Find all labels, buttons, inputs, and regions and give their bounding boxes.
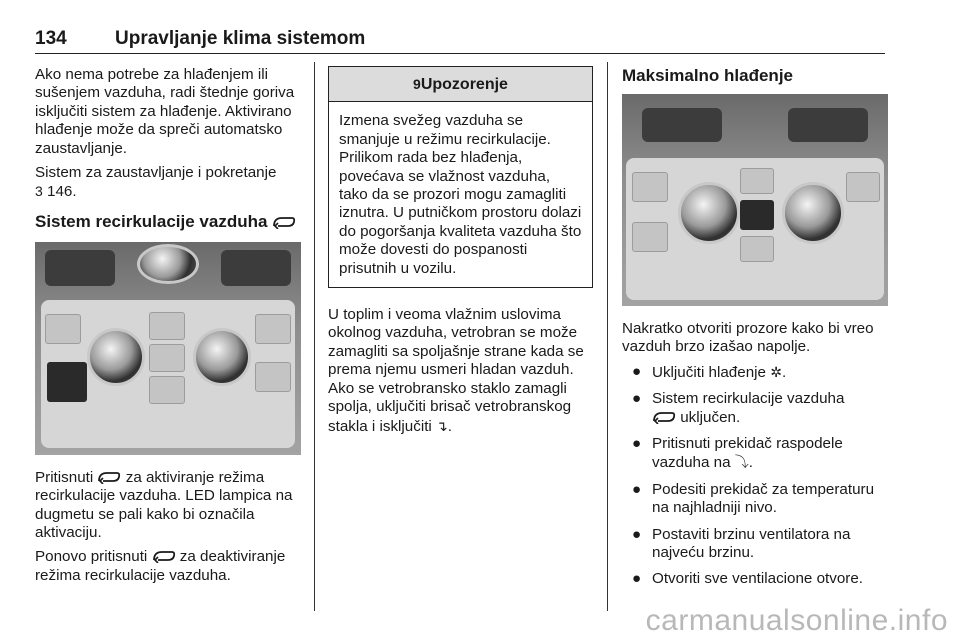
reference-arrow-icon: 3 [35, 183, 43, 200]
paragraph-reference: Sistem za zaustavljanje i pokretanje 3 146. [35, 164, 277, 201]
recirculation-icon [152, 549, 176, 563]
page-title: Upravljanje klima sistemom [115, 28, 366, 49]
section-heading: Sistem recirkulacije vazduha [35, 212, 301, 232]
recirculation-icon [652, 410, 676, 424]
column-middle [328, 66, 593, 442]
paragraph: Ponovo pritisnuti za deaktiviranje režima recirkulacije vazduha. [35, 548, 286, 584]
bullet-icon: ● [632, 480, 642, 498]
column-right [622, 66, 887, 597]
list-item: ● Pritisnuti prekidač raspodele vazduha na ⤵. [632, 435, 843, 472]
bullet-icon: ● [632, 570, 642, 588]
bullet-icon: ● [632, 435, 642, 453]
bullet-icon: ● [632, 525, 642, 543]
warning-text: Izmena svežeg vazduha se smanjuje u režimu recirkulacije. Prilikom rada bez hlađenja, povećava se vlažnost vazduha, tako da se prozori mogu zamagliti iznutra. U putničkom prostoru dolazi do pogoršanja kvaliteta vazduha što može dovesti do pospanosti prisutnih u vozilu. [339, 112, 582, 277]
list-item: ● Podesiti prekidač za temperaturu na najhladniji nivo. [632, 480, 875, 517]
recirculation-icon [272, 215, 296, 229]
warning-title: Upozorenje [420, 76, 508, 93]
paragraph: Ako nema potrebe za hlađenjem ili sušenjem vazduha, radi štednje goriva isključiti sistem za hlađenje. Aktivirano hlađenje može da spreči automatsko zaustavljanje. [35, 66, 295, 157]
paragraph: Nakratko otvoriti prozore kako bi vreo vazduh brzo izašao napolje. [622, 320, 874, 356]
paragraph: Pritisnuti za aktiviranje režima recirkulacije vazduha. LED lampica na dugmetu se pali kako bi označila aktivaciju. [35, 468, 293, 542]
list-item: ● Sistem recirkulacije vazduha uključen. [632, 390, 845, 426]
list-item: ● Otvoriti sve ventilacione otvore. [632, 570, 864, 588]
warning-icon: 9 [413, 76, 421, 92]
page-header [35, 28, 885, 54]
list-item: ● Uključiti hlađenje ✲. [632, 362, 787, 381]
page-number: 134 [35, 28, 67, 49]
instruction-list [622, 363, 887, 589]
windscreen-air-icon: ⤵ [734, 454, 749, 471]
bullet-icon: ● [632, 390, 642, 408]
climate-control-photo [622, 94, 888, 306]
paragraph: U toplim i veoma vlažnim uslovima okolnog vazduha, vetrobran se može zamagliti sa spoljašnje strane kada se prema njemu usmeri hladan vazduh. Ako se vetrobransko staklo zamagli spolja, uključiti brisač vetrobranskog stakla i isključiti ↴. [328, 306, 584, 435]
footwell-air-icon: ↴ [436, 417, 448, 434]
page-reference[interactable]: 146. [47, 183, 77, 201]
bullet-icon: ● [632, 362, 642, 380]
recirculation-icon [97, 470, 121, 484]
column-divider-2 [607, 62, 608, 611]
snowflake-icon: ✲ [770, 363, 782, 380]
warning-box [328, 66, 593, 288]
section-heading: Maksimalno hlađenje [622, 66, 793, 85]
watermark: carmanualsonline.info [645, 604, 948, 637]
column-left [35, 66, 301, 591]
climate-control-photo [35, 242, 301, 455]
warning-header [329, 67, 592, 102]
list-item: ● Postaviti brzinu ventilatora na najveću brzinu. [632, 525, 851, 562]
column-divider-1 [314, 62, 315, 611]
